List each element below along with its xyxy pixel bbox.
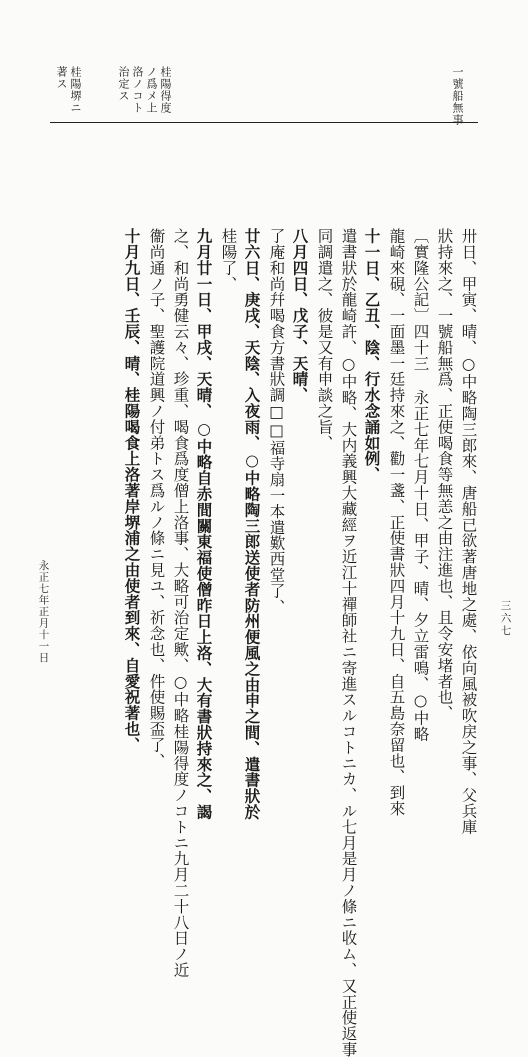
- header-note-column: ノ爲メ上: [145, 66, 158, 114]
- text-column: 龍崎來硯、一面墨一廷持來之、勸一盞、正使書狀四月十九日、自五島奈留也、到來: [387, 228, 406, 817]
- text-column: 卅日、甲寅、晴、○中略陶三郎來、唐船已欲著唐地之處、依向風被吹戻之事、父兵庫: [459, 228, 478, 835]
- page-number: 三六七: [499, 600, 512, 638]
- header-note-column: 一號船無事: [451, 66, 464, 126]
- text-column: 〔實隆公記〕四十三 永正七年七月十日、甲子、晴、夕立雷鳴、○中略: [411, 228, 430, 742]
- text-column: 了庵和尚幷喝食方書狀調□□福寺扇一本遣歎西堂了、: [267, 228, 286, 615]
- text-column: 狀持來之、一號船無爲、正使喝食等無恙之由注進也、且令安堵者也、: [435, 228, 454, 721]
- header-note-column: 著ス: [55, 66, 68, 90]
- text-column: 十一日、乙丑、陰、行水念誦如例、: [362, 228, 382, 483]
- header-note-column: 洛ノコト: [131, 66, 144, 114]
- text-column: 八月四日、戊子、天晴、: [290, 228, 310, 403]
- header-note-column: 桂陽堺ニ: [69, 66, 82, 114]
- text-column: 九月廿一日、甲戌、天晴、○中略自赤間關東福使僧昨日上洛、大有書狀持來之、謁: [194, 228, 214, 820]
- text-column: 同調遣之、彼是又有申談之旨、: [315, 228, 334, 451]
- header-divider: [50, 122, 478, 123]
- header-note-column: 治定ス: [117, 66, 130, 102]
- header-note-column: 桂陽得度: [159, 66, 172, 114]
- text-column: 遣書狀於龍崎許、○中略、大内義興大藏經ヲ近江十禪師社ニ寄進スルコトニカ、ル七月是月ノ條ニ收ム、又正使返事: [339, 228, 358, 1057]
- text-column: 廿六日、庚戌、天陰、入夜雨、○中略陶三郎送使者防州便風之由申之間、遣書狀於: [242, 228, 262, 820]
- side-date: 永正七年正月十一日: [37, 560, 50, 664]
- text-column: 衞尚通ノ子、聖護院道興ノ付弟トス爲ルノ條ニ見ユ、祈念也、件使賜盃了、: [147, 228, 166, 769]
- text-column: 之、和尚勇健云々、珍重、喝食爲度僧上洛事、大略可治定歟、○中略桂陽得度ノコトニ九月二十八日ノ近: [171, 228, 190, 978]
- text-column: 桂陽了、: [219, 228, 238, 292]
- text-column: 十月九日、壬辰、晴、桂陽喝食上洛著岸堺浦之由使者到來、自愛祝著也、: [122, 228, 142, 753]
